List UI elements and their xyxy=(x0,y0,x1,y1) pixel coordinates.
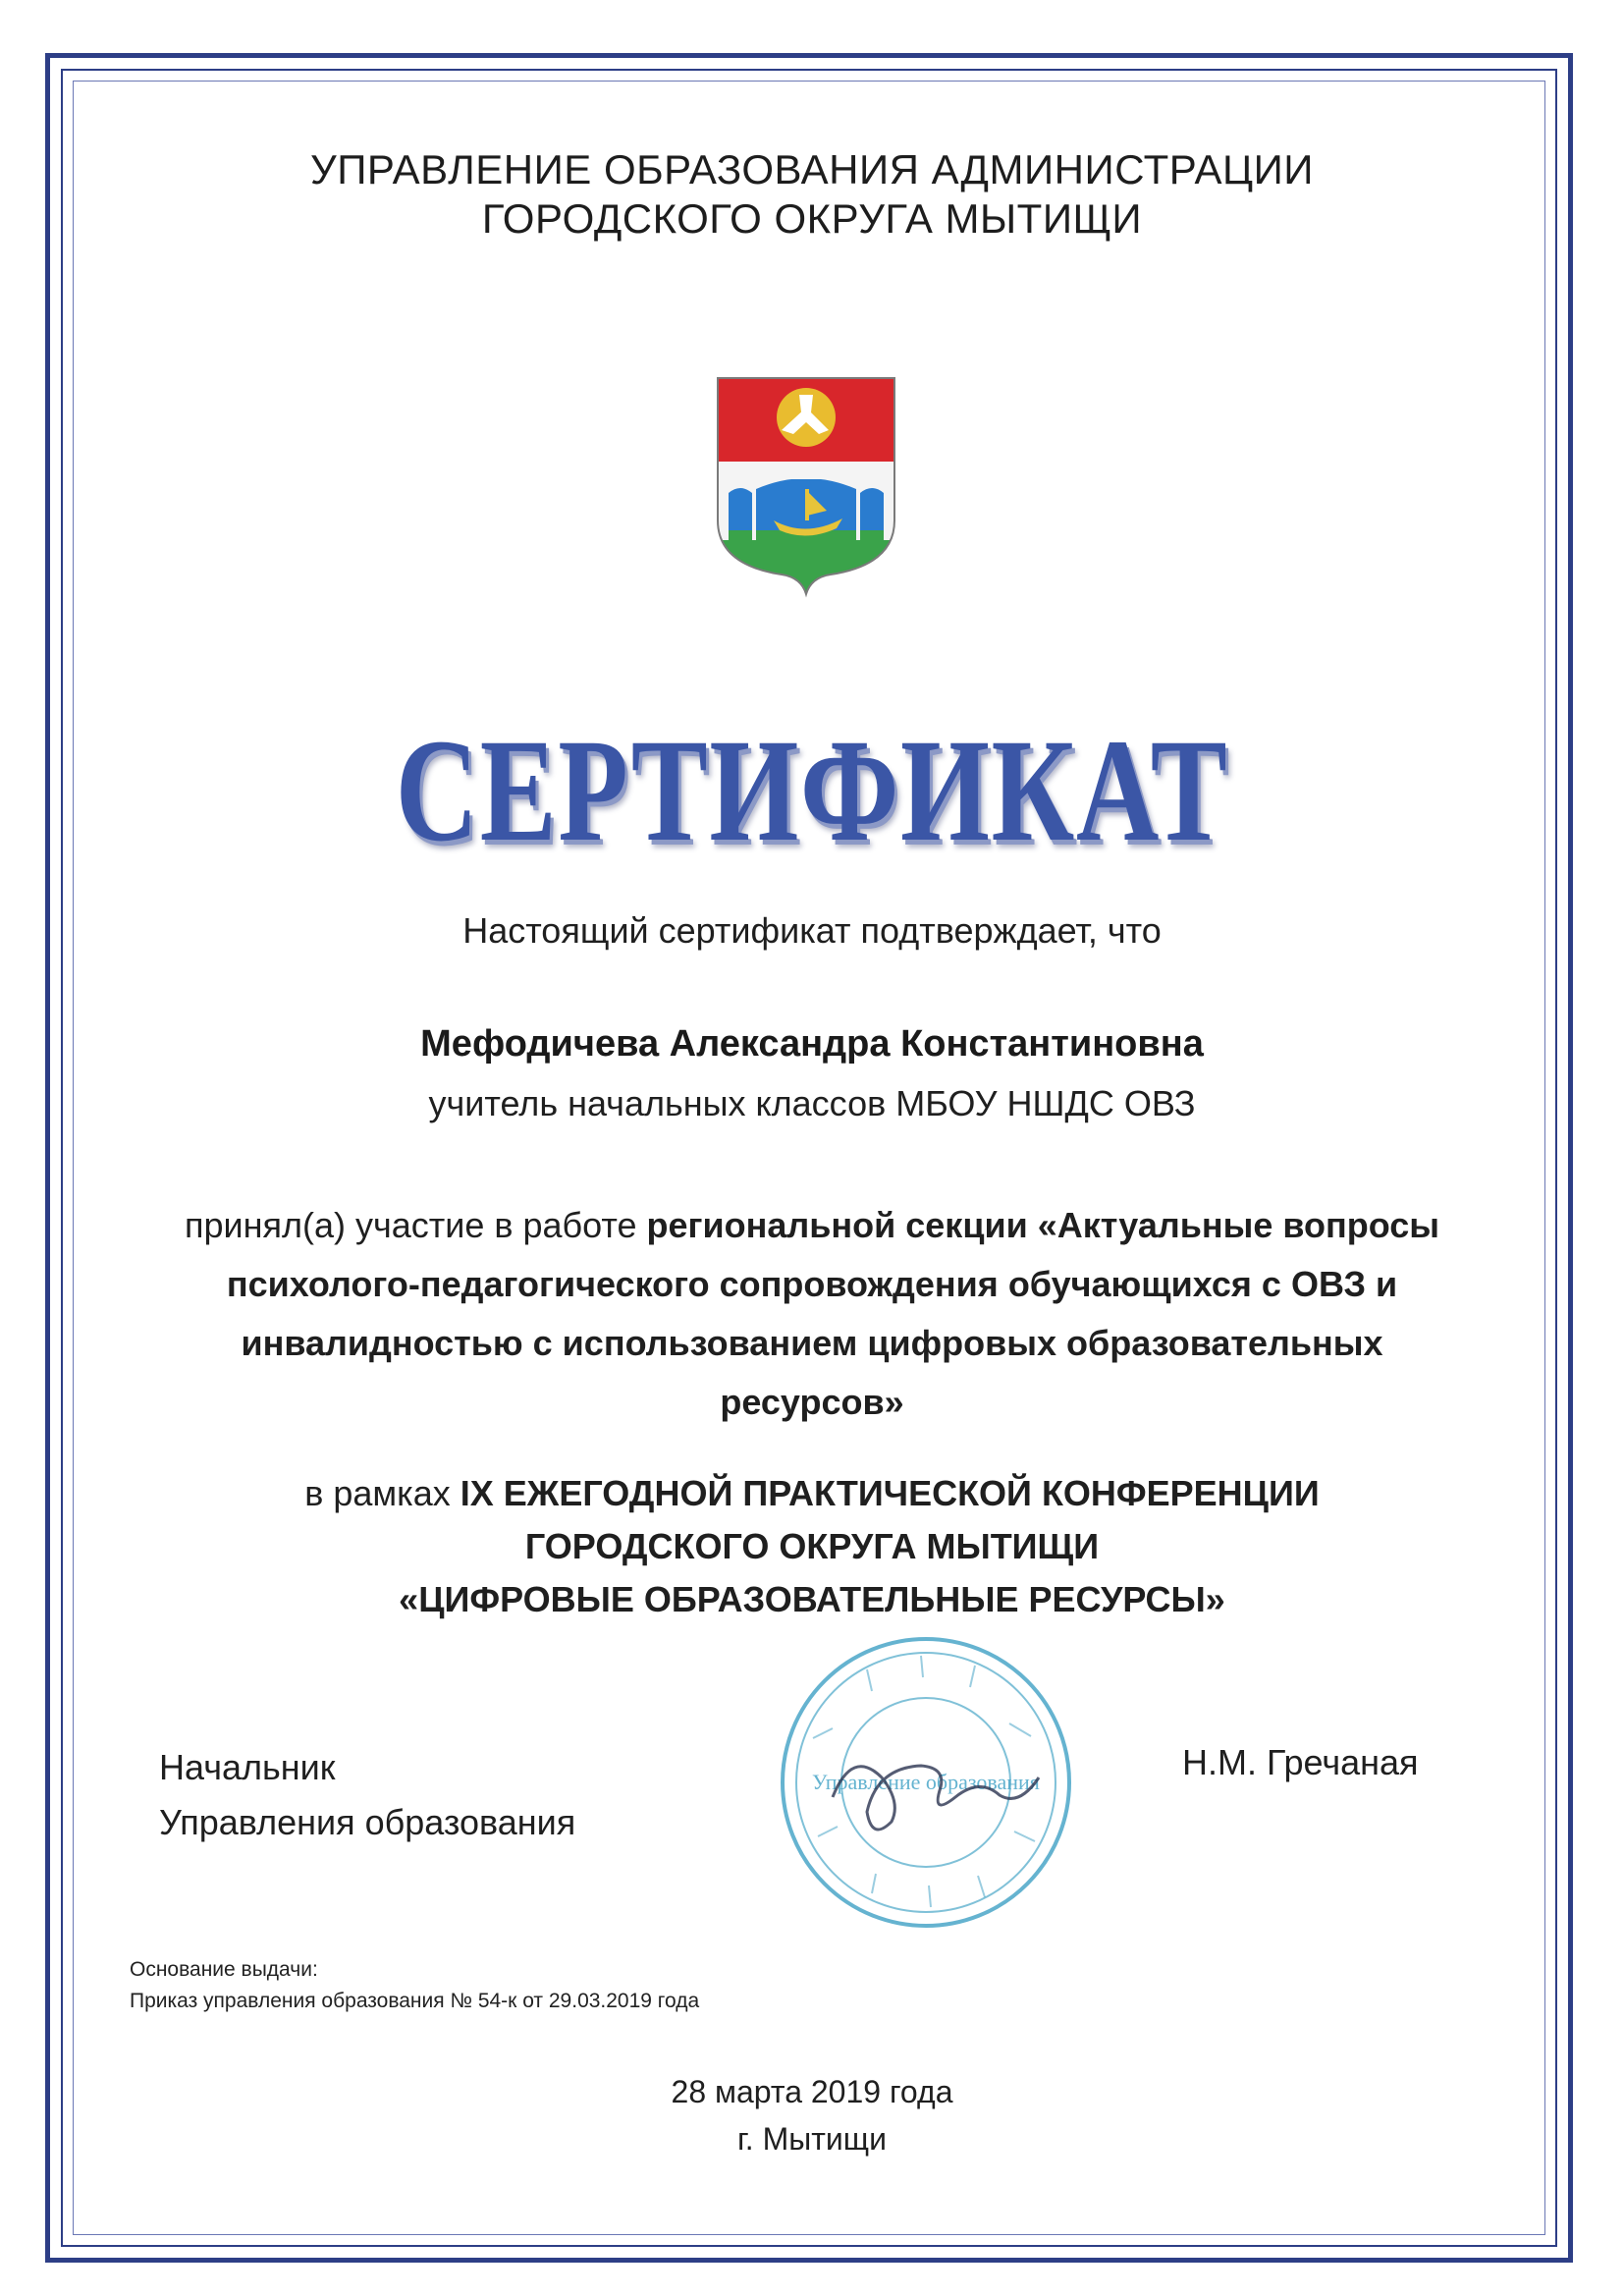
signer-name: Н.М. Гречаная xyxy=(1182,1742,1419,1782)
signer-title-line1: Начальник xyxy=(159,1747,336,1787)
conference-line3 xyxy=(0,1573,1624,1626)
participation-text xyxy=(0,1196,1624,1432)
stamp-text: Управление образования xyxy=(812,1770,1040,1794)
conference-line1 xyxy=(0,1467,1624,1520)
issuer-header xyxy=(0,145,1624,244)
issue-place: г. Мытищи xyxy=(737,2121,887,2157)
certificate-title: СЕРТИФИКАТ xyxy=(395,709,1229,872)
recipient-position: учитель начальных классов МБОУ НШДС ОВЗ xyxy=(428,1083,1196,1123)
issuer-header-line1: УПРАВЛЕНИЕ ОБРАЗОВАНИЯ АДМИНИСТРАЦИИ xyxy=(310,146,1314,192)
official-stamp-icon xyxy=(774,1630,1078,1935)
conference-text xyxy=(0,1467,1624,1626)
issue-date-place xyxy=(0,2068,1624,2162)
conference-prefix: в рамках xyxy=(304,1473,451,1513)
conference-title-line1: IX ЕЖЕГОДНОЙ ПРАКТИЧЕСКОЙ КОНФЕРЕНЦИИ xyxy=(460,1473,1320,1513)
conference-line2 xyxy=(0,1520,1624,1573)
issuance-basis-text: Приказ управления образования № 54-к от 29.03.2019 года xyxy=(130,1990,700,2012)
issuance-basis xyxy=(130,1954,699,2017)
certificate-intro: Настоящий сертификат подтверждает, что xyxy=(462,910,1162,951)
conference-title-line2: ГОРОДСКОГО ОКРУГА МЫТИЩИ xyxy=(524,1526,1100,1566)
participation-prefix: принял(а) участие в работе xyxy=(184,1205,637,1245)
conference-title-line3: «ЦИФРОВЫЕ ОБРАЗОВАТЕЛЬНЫЕ РЕСУРСЫ» xyxy=(399,1579,1225,1619)
mytishchi-coat-of-arms-icon xyxy=(713,373,899,599)
issuance-basis-label: Основание выдачи: xyxy=(130,1958,318,1981)
issue-date: 28 марта 2019 года xyxy=(671,2074,953,2109)
signer-title xyxy=(159,1740,575,1850)
participation-section: региональной секции «Актуальные вопросы психолого-педагогического сопровождения обучающихся с ОВЗ и инвалидностью с использованием цифровых образовательных ресурсов» xyxy=(226,1205,1440,1422)
issuer-header-line2: ГОРОДСКОГО ОКРУГА МЫТИЩИ xyxy=(481,195,1143,242)
recipient-name: Мефодичева Александра Константиновна xyxy=(420,1023,1204,1065)
signer-title-line2: Управления образования xyxy=(159,1802,576,1842)
